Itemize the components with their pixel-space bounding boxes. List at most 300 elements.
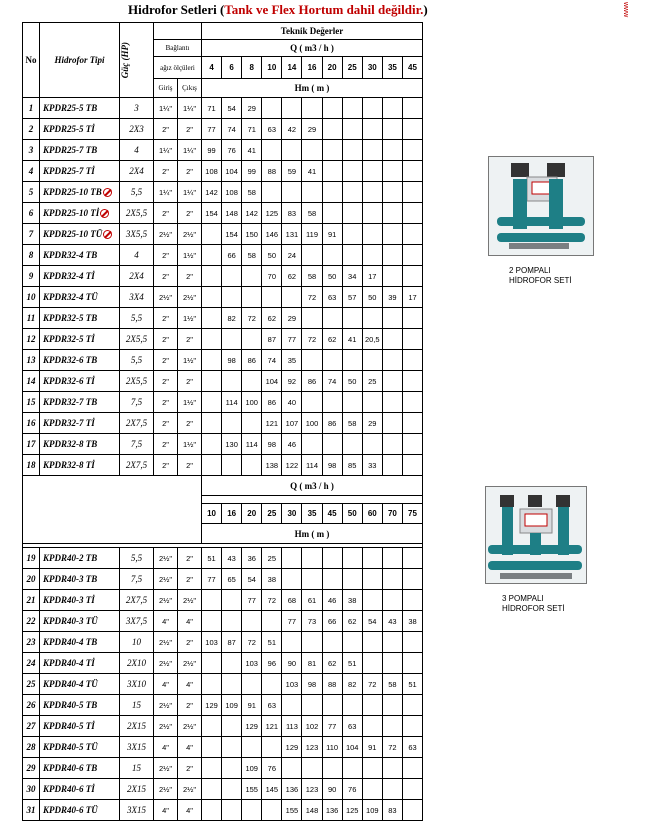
row-head-value xyxy=(222,674,242,695)
row-model xyxy=(40,653,120,674)
table-row xyxy=(23,674,423,695)
row-head-value: 86 xyxy=(242,350,262,371)
row-head-value: 98 xyxy=(302,674,322,695)
row-outlet: 2" xyxy=(178,203,202,224)
row-head-value: 107 xyxy=(282,413,302,434)
row-inlet: 2½" xyxy=(154,287,178,308)
q2-col-header: 50 xyxy=(342,504,362,524)
row-head-value: 90 xyxy=(322,779,342,800)
row-power: 7,5 xyxy=(120,392,154,413)
row-head-value: 71 xyxy=(202,98,222,119)
row-head-value xyxy=(382,413,402,434)
row-inlet: 2½" xyxy=(154,224,178,245)
row-model xyxy=(40,287,120,308)
row-head-value xyxy=(322,350,342,371)
row-head-value xyxy=(302,758,322,779)
row-head-value: 131 xyxy=(282,224,302,245)
row-head-value xyxy=(322,632,342,653)
row-head-value: 25 xyxy=(362,371,382,392)
q-col-header: 16 xyxy=(302,57,322,79)
row-head-value: 96 xyxy=(262,653,282,674)
row-model-label: KPDR40-6 TÜ xyxy=(43,805,98,815)
q2-col-header: 20 xyxy=(242,504,262,524)
row-outlet: 2" xyxy=(178,695,202,716)
row-model-label: KPDR32-7 Tİ xyxy=(43,418,95,428)
row-power: 3X7,5 xyxy=(120,611,154,632)
row-outlet: 1½" xyxy=(178,392,202,413)
row-head-value: 92 xyxy=(282,371,302,392)
row-power: 2X5,5 xyxy=(120,371,154,392)
table-row xyxy=(23,413,423,434)
row-head-value xyxy=(262,611,282,632)
table-row xyxy=(23,98,423,119)
row-power: 4 xyxy=(120,245,154,266)
row-model xyxy=(40,569,120,590)
row-no: 18 xyxy=(23,455,40,476)
row-model xyxy=(40,758,120,779)
row-outlet: 2" xyxy=(178,758,202,779)
row-head-value xyxy=(202,611,222,632)
row-model-label: KPDR32-5 Tİ xyxy=(43,334,95,344)
row-head-value xyxy=(382,632,402,653)
row-head-value xyxy=(322,695,342,716)
row-model xyxy=(40,737,120,758)
row-outlet: 1¼" xyxy=(178,98,202,119)
row-head-value xyxy=(202,737,222,758)
row-head-value xyxy=(322,203,342,224)
row-head-value: 77 xyxy=(282,611,302,632)
table-row xyxy=(23,266,423,287)
two-pump-caption: 2 POMPALI HİDROFOR SETİ xyxy=(509,266,572,285)
row-head-value xyxy=(382,716,402,737)
row-model xyxy=(40,266,120,287)
table-row xyxy=(23,737,423,758)
q-col-header: 30 xyxy=(362,57,382,79)
row-head-value xyxy=(282,140,302,161)
row-head-value xyxy=(342,140,362,161)
row-outlet: 2" xyxy=(178,413,202,434)
row-head-value: 77 xyxy=(242,590,262,611)
table-row xyxy=(23,800,423,821)
row-head-value: 82 xyxy=(342,674,362,695)
row-head-value: 129 xyxy=(202,695,222,716)
row-power: 3X4 xyxy=(120,287,154,308)
row-head-value xyxy=(322,758,342,779)
row-head-value: 129 xyxy=(242,716,262,737)
row-head-value xyxy=(342,245,362,266)
row-head-value xyxy=(382,758,402,779)
header-model: Hidrofor Tipi xyxy=(40,23,120,98)
row-head-value: 98 xyxy=(322,455,342,476)
row-head-value xyxy=(302,392,322,413)
row-head-value: 51 xyxy=(202,548,222,569)
row-power: 3X15 xyxy=(120,737,154,758)
row-no: 28 xyxy=(23,737,40,758)
row-head-value: 72 xyxy=(382,737,402,758)
row-model xyxy=(40,590,120,611)
row-model-label: KPDR25-10 Tİ xyxy=(43,207,100,218)
row-model-label: KPDR40-3 TB xyxy=(43,574,98,584)
row-head-value xyxy=(362,203,382,224)
row-head-value xyxy=(262,737,282,758)
row-head-value xyxy=(222,737,242,758)
row-power: 3X15 xyxy=(120,800,154,821)
row-head-value xyxy=(262,287,282,308)
row-outlet: 2" xyxy=(178,569,202,590)
row-head-value: 42 xyxy=(282,119,302,140)
row-head-value: 103 xyxy=(282,674,302,695)
row-head-value xyxy=(242,329,262,350)
row-power: 5,5 xyxy=(120,350,154,371)
row-model-label: KPDR32-4 Tİ xyxy=(43,271,95,281)
row-head-value xyxy=(382,98,402,119)
row-head-value xyxy=(222,590,242,611)
row-inlet: 2" xyxy=(154,266,178,287)
row-model xyxy=(40,695,120,716)
row-head-value xyxy=(262,674,282,695)
row-head-value: 76 xyxy=(222,140,242,161)
row-inlet: 2½" xyxy=(154,779,178,800)
row-no: 24 xyxy=(23,653,40,674)
q2-col-header: 35 xyxy=(302,504,322,524)
row-head-value: 142 xyxy=(202,182,222,203)
row-head-value xyxy=(362,182,382,203)
row-head-value: 77 xyxy=(322,716,342,737)
row-head-value xyxy=(362,98,382,119)
row-head-value: 58 xyxy=(302,203,322,224)
table-row xyxy=(23,182,423,203)
row-head-value: 148 xyxy=(222,203,242,224)
row-outlet: 2½" xyxy=(178,779,202,800)
row-head-value: 100 xyxy=(242,392,262,413)
row-model xyxy=(40,329,120,350)
row-no: 29 xyxy=(23,758,40,779)
row-inlet: 2" xyxy=(154,245,178,266)
header-power xyxy=(120,23,154,98)
row-power: 2X10 xyxy=(120,653,154,674)
row-head-value xyxy=(322,308,342,329)
row-head-value xyxy=(202,329,222,350)
q2-col-header: 60 xyxy=(362,504,382,524)
table-row xyxy=(23,161,423,182)
row-head-value xyxy=(402,203,422,224)
row-head-value: 39 xyxy=(382,287,402,308)
row-model-label: KPDR25-10 TÜ xyxy=(43,228,103,239)
row-no: 7 xyxy=(23,224,40,245)
row-inlet: 2½" xyxy=(154,695,178,716)
row-model-label: KPDR40-6 Tİ xyxy=(43,784,95,794)
row-head-value: 63 xyxy=(342,716,362,737)
row-model-label: KPDR40-6 TB xyxy=(43,763,98,773)
row-inlet: 2½" xyxy=(154,758,178,779)
row-head-value: 136 xyxy=(322,800,342,821)
table-row xyxy=(23,455,423,476)
table-row xyxy=(23,392,423,413)
row-head-value: 142 xyxy=(242,203,262,224)
row-model xyxy=(40,98,120,119)
row-model-label: KPDR40-5 TB xyxy=(43,700,98,710)
row-head-value xyxy=(382,245,402,266)
row-power: 15 xyxy=(120,695,154,716)
row-outlet: 2" xyxy=(178,329,202,350)
row-no: 20 xyxy=(23,569,40,590)
row-head-value: 130 xyxy=(222,434,242,455)
table-row xyxy=(23,245,423,266)
row-head-value xyxy=(362,632,382,653)
row-outlet: 2" xyxy=(178,161,202,182)
row-power: 5,5 xyxy=(120,308,154,329)
row-inlet: 2" xyxy=(154,350,178,371)
row-head-value xyxy=(402,371,422,392)
row-no: 27 xyxy=(23,716,40,737)
row-model xyxy=(40,434,120,455)
row-head-value xyxy=(362,224,382,245)
row-inlet: 2½" xyxy=(154,653,178,674)
row-head-value xyxy=(222,758,242,779)
row-head-value xyxy=(402,182,422,203)
row-head-value: 29 xyxy=(362,413,382,434)
row-inlet: 2" xyxy=(154,434,178,455)
row-no: 21 xyxy=(23,590,40,611)
row-power: 2X7,5 xyxy=(120,413,154,434)
row-head-value xyxy=(382,569,402,590)
row-power: 5,5 xyxy=(120,548,154,569)
row-no: 6 xyxy=(23,203,40,224)
row-head-value xyxy=(342,695,362,716)
row-head-value: 24 xyxy=(282,245,302,266)
row-head-value: 41 xyxy=(302,161,322,182)
row-head-value xyxy=(342,350,362,371)
row-head-value xyxy=(282,632,302,653)
row-inlet: 4" xyxy=(154,800,178,821)
row-head-value: 50 xyxy=(342,371,362,392)
row-head-value: 98 xyxy=(262,434,282,455)
row-head-value xyxy=(382,653,402,674)
row-head-value xyxy=(282,98,302,119)
row-outlet: 1½" xyxy=(178,245,202,266)
row-head-value xyxy=(322,569,342,590)
row-power: 4 xyxy=(120,140,154,161)
row-no: 11 xyxy=(23,308,40,329)
q2-col-header: 16 xyxy=(222,504,242,524)
row-model xyxy=(40,350,120,371)
row-outlet: 1½" xyxy=(178,350,202,371)
row-model-label: KPDR40-4 TB xyxy=(43,637,98,647)
row-head-value xyxy=(242,287,262,308)
row-head-value: 34 xyxy=(342,266,362,287)
row-head-value: 76 xyxy=(342,779,362,800)
row-head-value: 98 xyxy=(222,350,242,371)
table-row xyxy=(23,308,423,329)
table-row xyxy=(23,716,423,737)
row-model-label: KPDR40-4 TÜ xyxy=(43,679,98,689)
header-q: Q ( m3 / h ) xyxy=(202,40,423,57)
row-head-value: 38 xyxy=(262,569,282,590)
row-head-value xyxy=(402,758,422,779)
row-head-value: 33 xyxy=(362,455,382,476)
q-col-header: 35 xyxy=(382,57,402,79)
row-head-value: 61 xyxy=(302,590,322,611)
row-head-value xyxy=(242,266,262,287)
row-head-value xyxy=(402,119,422,140)
row-head-value xyxy=(202,758,222,779)
row-head-value: 74 xyxy=(322,371,342,392)
row-head-value xyxy=(382,548,402,569)
table-row xyxy=(23,350,423,371)
row-model-label: KPDR40-4 Tİ xyxy=(43,658,95,668)
row-head-value: 63 xyxy=(262,119,282,140)
page-title: Hidrofor Setleri (Tank ve Flex Hortum dahil değildir.) xyxy=(128,2,428,17)
row-head-value: 17 xyxy=(362,266,382,287)
row-head-value: 123 xyxy=(302,779,322,800)
row-head-value: 72 xyxy=(302,329,322,350)
row-head-value: 145 xyxy=(262,779,282,800)
row-head-value: 58 xyxy=(242,245,262,266)
row-head-value xyxy=(202,287,222,308)
row-head-value: 121 xyxy=(262,413,282,434)
row-head-value xyxy=(242,737,262,758)
row-head-value xyxy=(362,695,382,716)
row-inlet: 2½" xyxy=(154,590,178,611)
row-head-value: 25 xyxy=(262,548,282,569)
row-head-value xyxy=(402,779,422,800)
row-head-value: 125 xyxy=(342,800,362,821)
row-head-value: 62 xyxy=(342,611,362,632)
row-head-value: 36 xyxy=(242,548,262,569)
row-model xyxy=(40,674,120,695)
row-power: 15 xyxy=(120,758,154,779)
row-head-value: 86 xyxy=(322,413,342,434)
row-head-value: 155 xyxy=(242,779,262,800)
row-outlet: 2" xyxy=(178,119,202,140)
row-head-value xyxy=(342,308,362,329)
row-model-label: KPDR25-10 TB xyxy=(43,186,102,197)
row-head-value: 104 xyxy=(262,371,282,392)
row-head-value: 82 xyxy=(222,308,242,329)
row-head-value: 77 xyxy=(282,329,302,350)
row-model-label: KPDR32-6 Tİ xyxy=(43,376,95,386)
table-row xyxy=(23,611,423,632)
row-head-value: 50 xyxy=(322,266,342,287)
row-head-value: 154 xyxy=(222,224,242,245)
row-head-value: 57 xyxy=(342,287,362,308)
row-model-label: KPDR25-7 Tİ xyxy=(43,166,95,176)
row-head-value: 102 xyxy=(302,716,322,737)
row-model xyxy=(40,779,120,800)
row-head-value: 54 xyxy=(362,611,382,632)
row-model-label: KPDR32-6 TB xyxy=(43,355,98,365)
row-head-value xyxy=(362,350,382,371)
row-head-value: 104 xyxy=(342,737,362,758)
row-no: 2 xyxy=(23,119,40,140)
row-head-value: 51 xyxy=(262,632,282,653)
row-head-value xyxy=(302,695,322,716)
row-head-value xyxy=(402,800,422,821)
q2-col-header: 25 xyxy=(262,504,282,524)
row-no: 14 xyxy=(23,371,40,392)
row-head-value xyxy=(342,548,362,569)
row-no: 8 xyxy=(23,245,40,266)
row-head-value: 77 xyxy=(202,569,222,590)
row-head-value: 85 xyxy=(342,455,362,476)
row-head-value: 90 xyxy=(282,653,302,674)
row-head-value: 108 xyxy=(222,182,242,203)
row-head-value xyxy=(342,203,362,224)
row-outlet: 2½" xyxy=(178,224,202,245)
row-no: 13 xyxy=(23,350,40,371)
row-head-value xyxy=(302,632,322,653)
row-head-value: 103 xyxy=(242,653,262,674)
row-no: 30 xyxy=(23,779,40,800)
table-row xyxy=(23,434,423,455)
row-inlet: 1¼" xyxy=(154,140,178,161)
row-head-value xyxy=(382,590,402,611)
row-head-value xyxy=(362,119,382,140)
row-model xyxy=(40,182,120,203)
row-head-value: 81 xyxy=(302,653,322,674)
q-col-header: 20 xyxy=(322,57,342,79)
row-model xyxy=(40,392,120,413)
row-head-value: 73 xyxy=(302,611,322,632)
row-head-value: 40 xyxy=(282,392,302,413)
row-head-value: 58 xyxy=(302,266,322,287)
row-outlet: 1¼" xyxy=(178,140,202,161)
row-head-value: 62 xyxy=(322,329,342,350)
table-row xyxy=(23,758,423,779)
row-no: 15 xyxy=(23,392,40,413)
row-head-value: 62 xyxy=(262,308,282,329)
row-head-value: 62 xyxy=(282,266,302,287)
row-inlet: 2" xyxy=(154,413,178,434)
row-head-value xyxy=(402,716,422,737)
row-head-value xyxy=(382,350,402,371)
row-head-value: 104 xyxy=(222,161,242,182)
row-outlet: 2½" xyxy=(178,653,202,674)
row-head-value xyxy=(402,695,422,716)
warning-sign-icon xyxy=(103,230,112,239)
row-head-value: 136 xyxy=(282,779,302,800)
row-model-label: KPDR25-7 TB xyxy=(43,145,98,155)
row-model xyxy=(40,308,120,329)
row-head-value: 109 xyxy=(222,695,242,716)
row-power: 2X5,5 xyxy=(120,329,154,350)
row-head-value xyxy=(322,119,342,140)
row-head-value: 123 xyxy=(302,737,322,758)
row-head-value: 63 xyxy=(402,737,422,758)
row-head-value: 99 xyxy=(202,140,222,161)
three-pump-set-image xyxy=(485,486,587,584)
row-no: 10 xyxy=(23,287,40,308)
row-head-value: 20,5 xyxy=(362,329,382,350)
row-head-value: 65 xyxy=(222,569,242,590)
spec-table xyxy=(22,22,423,821)
row-head-value: 58 xyxy=(242,182,262,203)
row-head-value: 72 xyxy=(242,632,262,653)
row-head-value xyxy=(382,266,402,287)
row-head-value xyxy=(222,329,242,350)
row-head-value: 108 xyxy=(202,161,222,182)
row-no: 4 xyxy=(23,161,40,182)
row-inlet: 2" xyxy=(154,371,178,392)
row-no: 12 xyxy=(23,329,40,350)
q-col-header: 8 xyxy=(242,57,262,79)
row-head-value: 43 xyxy=(222,548,242,569)
row-head-value xyxy=(262,140,282,161)
row-head-value xyxy=(202,455,222,476)
row-head-value xyxy=(362,140,382,161)
q-col-header: 45 xyxy=(402,57,422,79)
row-head-value: 114 xyxy=(302,455,322,476)
